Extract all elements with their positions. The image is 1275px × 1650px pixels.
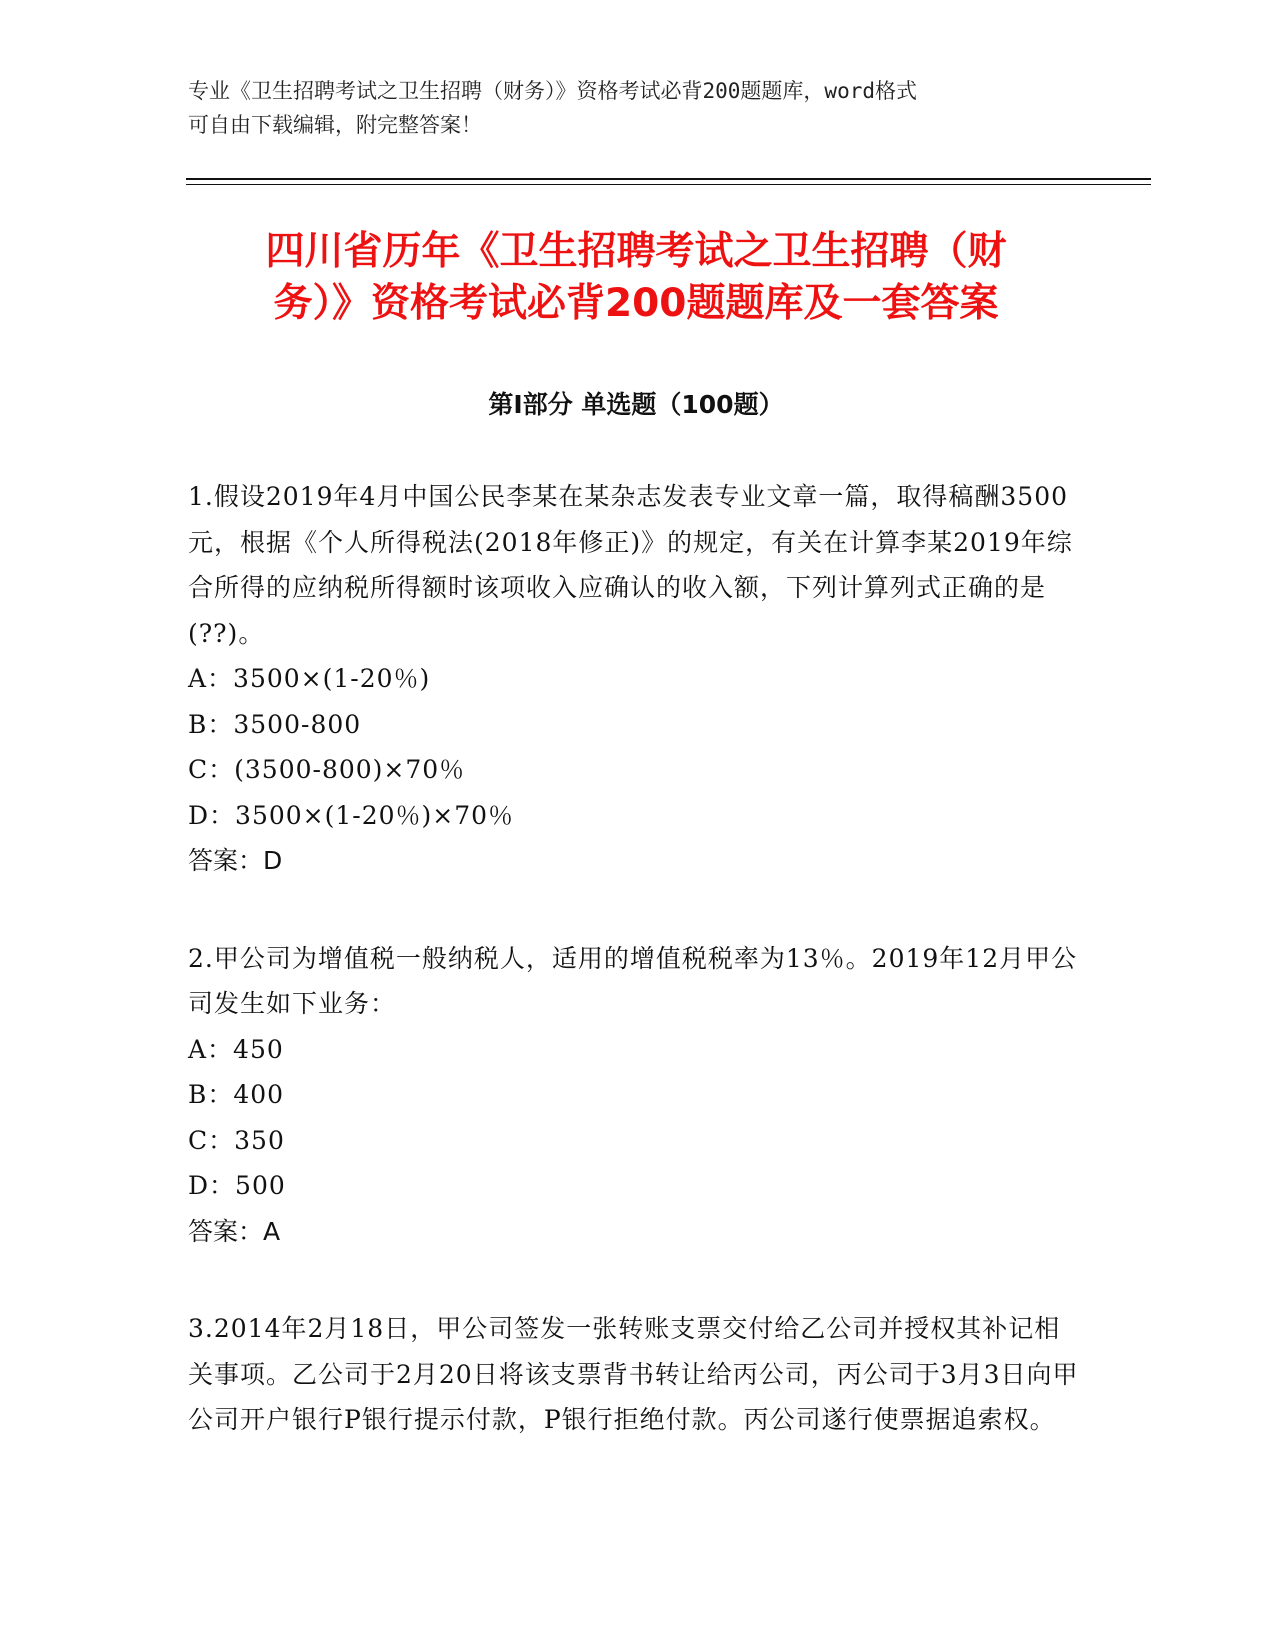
header-note-line-1: 专业《卫生招聘考试之卫生招聘（财务）》资格考试必背200题题库，word格式 (188, 79, 917, 103)
question-stem: 3.2014年2月18日，甲公司签发一张转账支票交付给乙公司并授权其补记相关事项。乙公司于2月20日将该支票背书转让给丙公司，丙公司于3月3日向甲公司开户银行P银行提示付款，P银行拒绝付款。丙公司遂行使票据追索权。 (188, 1314, 1079, 1434)
question-stem: 1.假设2019年4月中国公民李某在某杂志发表专业文章一篇，取得稿酬3500元，根据《个人所得税法(2018年修正)》的规定，有关在计算李某2019年综合所得的应纳税所得额时该项收入应确认的收入额，下列计算列式正确的是(??)。 (188, 482, 1073, 648)
question-2 (188, 936, 1083, 1255)
header-note-line-2: 可自由下载编辑，附完整答案！ (188, 113, 482, 137)
question-list (188, 474, 1083, 1495)
option-d: D：3500×(1-20％)×70％ (188, 800, 515, 830)
option-c: C：350 (188, 1125, 285, 1155)
option-d: D：500 (188, 1171, 286, 1200)
section-heading: 第Ⅰ部分 单选题（100题） (488, 390, 784, 419)
option-a: A：3500×(1-20％) (188, 664, 431, 693)
question-3 (188, 1306, 1083, 1443)
option-b: B：400 (188, 1080, 285, 1109)
document-title-line-2: 务）》资格考试必背200题题库及一套答案 (273, 281, 999, 326)
answer-line: 答案：D (188, 846, 283, 875)
option-a: A：450 (188, 1034, 284, 1064)
header-divider-thick (186, 178, 1151, 180)
document-title (186, 226, 1086, 330)
header-note (188, 74, 1068, 142)
option-c: C：(3500-800)×70％ (188, 755, 466, 784)
option-b: B：3500-800 (188, 709, 362, 739)
answer-line: 答案：A (188, 1216, 281, 1246)
document-title-line-1: 四川省历年《卫生招聘考试之卫生招聘（财 (265, 229, 1007, 274)
header-divider-thin (186, 184, 1151, 185)
question-1 (188, 474, 1083, 884)
question-stem: 2.甲公司为增值税一般纳税人，适用的增值税税率为13％。2019年12月甲公司发生如下业务： (188, 943, 1078, 1018)
